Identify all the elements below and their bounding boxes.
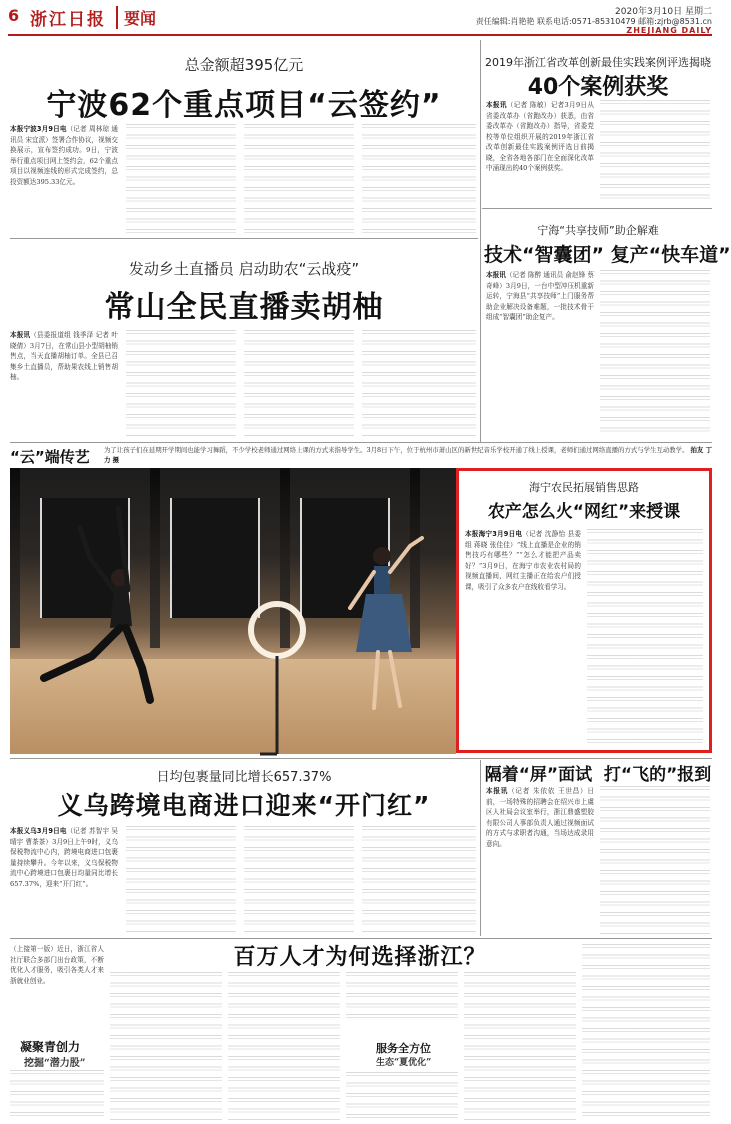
story3-headline: 40个案例获奖 [527, 75, 669, 100]
text-column [244, 124, 354, 234]
text-column [126, 124, 236, 234]
row-divider [10, 238, 478, 239]
story4-kicker: 宁海“共享技师”助企解难 [537, 224, 659, 237]
text-column [464, 972, 576, 1120]
story8-side-subtitle: 挖掘“潜力股” [24, 1058, 86, 1069]
story8-side2-subtitle: 生态“夏优化” [376, 1058, 432, 1068]
story6-byline: 本报讯 [486, 787, 509, 795]
photo-caption [104, 446, 712, 466]
story7-lead-text: （记者 苏智宇 吴晴宇 曹茶茶）3月9日上午9时，义乌保税物流中心内，跨境电商进口包裹量持续攀升。今年以来，义乌保税物流中心跨境进口包裹日均量同比增长657.37%，迎来“开门红”。 [10, 827, 118, 888]
story4-headline-q1: “智囊团” [522, 244, 604, 266]
story2-headline: 常山全民直播卖胡柚 [104, 290, 384, 325]
story5-lead [465, 529, 581, 745]
story2-lead-text: （县委报道组 钱季泽 记者 叶晓倩）3月7日，在常山县小型胡柚销售点，当天直播胡柚订单。全县已召集乡土直播员，帮助果农线上销售胡柚。 [10, 331, 118, 381]
story8-side-title: 凝聚青创力 [20, 1040, 81, 1054]
story4-headline-pre: 技术 [484, 244, 523, 266]
story8-side2-title: 服务全方位 [376, 1042, 431, 1055]
story4-headline-mid: 复产 [604, 244, 649, 266]
text-column [110, 972, 222, 1120]
row-divider [10, 442, 712, 443]
story2-byline: 本报讯 [10, 331, 31, 339]
story3-lead [486, 100, 594, 204]
column-divider [480, 760, 481, 936]
column-divider [480, 40, 481, 442]
photo-credit: 拍友 丁力 摄 [104, 446, 712, 464]
story3-lead-text: （记者 陈敏）记者3月9日从省委改革办（省跑改办）获悉，由省委改革办（省跑改办）指导，省委党校等单位组织开展的2019年浙江省改革创新最佳实践案例评选日前揭晓，全省各地各部门在全面深化改革中涌现出的40个案例获奖。 [486, 101, 594, 172]
dance-class-photo [10, 468, 456, 754]
story2-kicker: 发动乡土直播员 启动助农“云战疫” [128, 260, 360, 278]
story3-byline: 本报讯 [486, 101, 507, 109]
story6-headline-b: 打“飞的”报到 [603, 765, 712, 785]
text-column [582, 944, 710, 1120]
story1-lead-text: （记者 周林琼 通讯员 宋宜派）签署合作协议，视频交换展示，宣布签约成功。9日，宁波举行重点项目网上签约会，62个重点项目以视频连线的形式完成签约，总投资额达395.33亿元。 [10, 125, 118, 186]
story4-headline [484, 240, 731, 267]
editor-line: 责任编辑:肖艳艳 联系电话:0571-85310479 邮箱:zjrb@8531.cn [475, 17, 712, 26]
text-column [600, 270, 710, 438]
story3-kicker: 2019年浙江省改革创新最佳实践案例评选揭晓 [485, 56, 711, 69]
story6-lead [486, 786, 594, 934]
photo-caption-text: 为了让孩子们在延期开学期间也能学习舞蹈，不少学校老师通过网络上课的方式来指导学生。3月8日下午，位于杭州市萧山区的新世纪音乐学校开通了线上授课，老师们通过网络直播的方式与学生互动教学。 [104, 446, 689, 454]
story5-lead-text: （记者 沈静怡 县委组 蒋晓 张佳佳）“线上直播是企业的销售技巧有哪些？”“怎么才能把产品卖好？”3月9日，在海宁市农业农村局的视频直播间，网红主播正在给农户们授课，吸引了众多农户在线收看学习。 [465, 530, 581, 591]
row-divider [10, 758, 712, 759]
story6-headline [484, 760, 712, 785]
masthead-english: ZHEJIANG DAILY [626, 26, 712, 35]
text-column [600, 100, 710, 204]
text-column [228, 972, 340, 1120]
story5-kicker: 海宁农民拓展销售思路 [529, 481, 639, 494]
story8-lead [10, 944, 104, 1034]
text-column [587, 529, 703, 745]
text-column [346, 1072, 458, 1120]
story4-lead [486, 270, 594, 438]
text-column [362, 330, 476, 438]
story2-lead [10, 330, 118, 438]
text-column [362, 826, 476, 934]
story1-byline: 本报宁波3月9日电 [10, 125, 67, 133]
photo-caption-title: “云”端传艺 [10, 448, 90, 466]
story1-lead [10, 124, 118, 234]
row-divider [10, 938, 712, 939]
dancers-illustration [10, 468, 456, 754]
text-column [126, 826, 236, 934]
newspaper-logo: 浙江日报 [30, 10, 106, 30]
story7-headline: 义乌跨境电商进口迎来“开门红” [57, 791, 431, 820]
story1-kicker: 总金额超395亿元 [184, 56, 304, 74]
story8-lead-text: （上接第一版）近日，浙江省人社厅联合多部门出台政策，不断优化人才服务，吸引各类人才来浙就业创业。 [10, 945, 104, 985]
text-column [346, 972, 458, 1020]
story7-lead [10, 826, 118, 934]
highlighted-article [456, 468, 712, 753]
row-divider [482, 208, 712, 209]
page-number: 6 [8, 6, 20, 25]
story6-lead-text: （记者 朱依依 王世昌）日前，一场特殊的招聘会在绍兴市上虞区人社局会议室举行，浙江鼎盛塑胶有限公司人事部负责人通过视频面试的方式与求职者沟通，当场达成录用意向。 [486, 787, 594, 848]
section-title: 要闻 [116, 6, 156, 29]
text-column [362, 124, 476, 234]
story1-headline: 宁波62个重点项目“云签约” [46, 88, 442, 123]
story5-headline: 农产怎么火“网红”来授课 [487, 502, 681, 522]
story4-byline: 本报讯 [486, 271, 506, 279]
story6-headline-a: 隔着“屏”面试 [484, 765, 593, 785]
issue-date: 2020年3月10日 星期二 [615, 7, 712, 17]
story7-byline: 本报义乌3月9日电 [10, 827, 67, 835]
text-column [244, 826, 354, 934]
story4-headline-q2: “快车道” [648, 244, 731, 266]
text-column [126, 330, 236, 438]
story4-lead-text: （记者 陈醉 通讯员 俞赵锋 蔡奇峰）3月9日，一台中型冲压机重新运转，宁海县“共享技师”上门服务帮助企业解决设备难题，一批技术骨干组成“智囊团”助企复产。 [486, 271, 595, 321]
story5-byline: 本报海宁3月9日电 [465, 530, 523, 538]
masthead [8, 2, 712, 36]
story7-kicker: 日均包裹量同比增长657.37% [156, 770, 332, 785]
story8-headline: 百万人才为何选择浙江？ [233, 945, 487, 970]
text-column [600, 786, 710, 934]
text-column [10, 1070, 104, 1120]
text-column [244, 330, 354, 438]
